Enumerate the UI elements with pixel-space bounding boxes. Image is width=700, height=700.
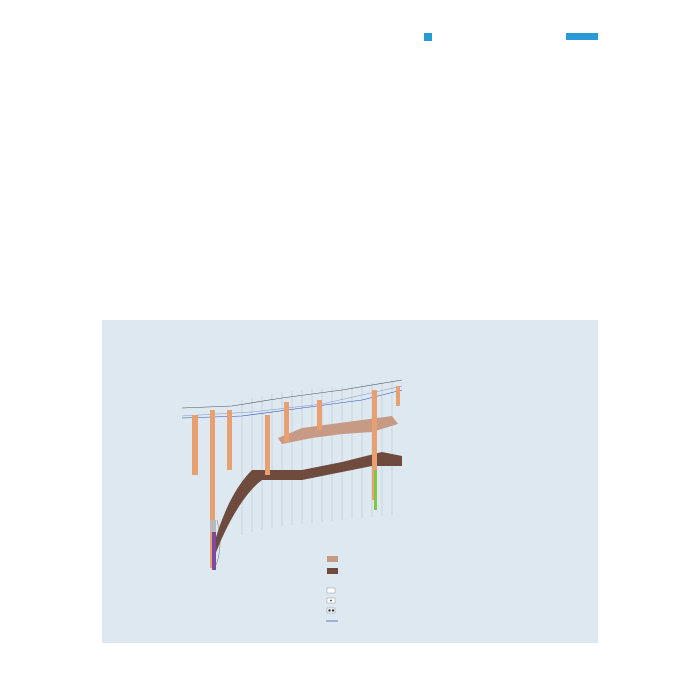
legend <box>326 556 338 621</box>
header-square-icon <box>424 33 432 41</box>
grain-fine-icon <box>327 588 335 593</box>
page-header <box>0 30 700 46</box>
header-bar <box>566 33 598 40</box>
upper-clay-layer <box>278 416 398 444</box>
legend-swatch <box>327 568 338 574</box>
legend-swatch <box>327 556 338 562</box>
geological-section-svg <box>102 320 598 643</box>
geological-section-figure <box>102 320 598 643</box>
